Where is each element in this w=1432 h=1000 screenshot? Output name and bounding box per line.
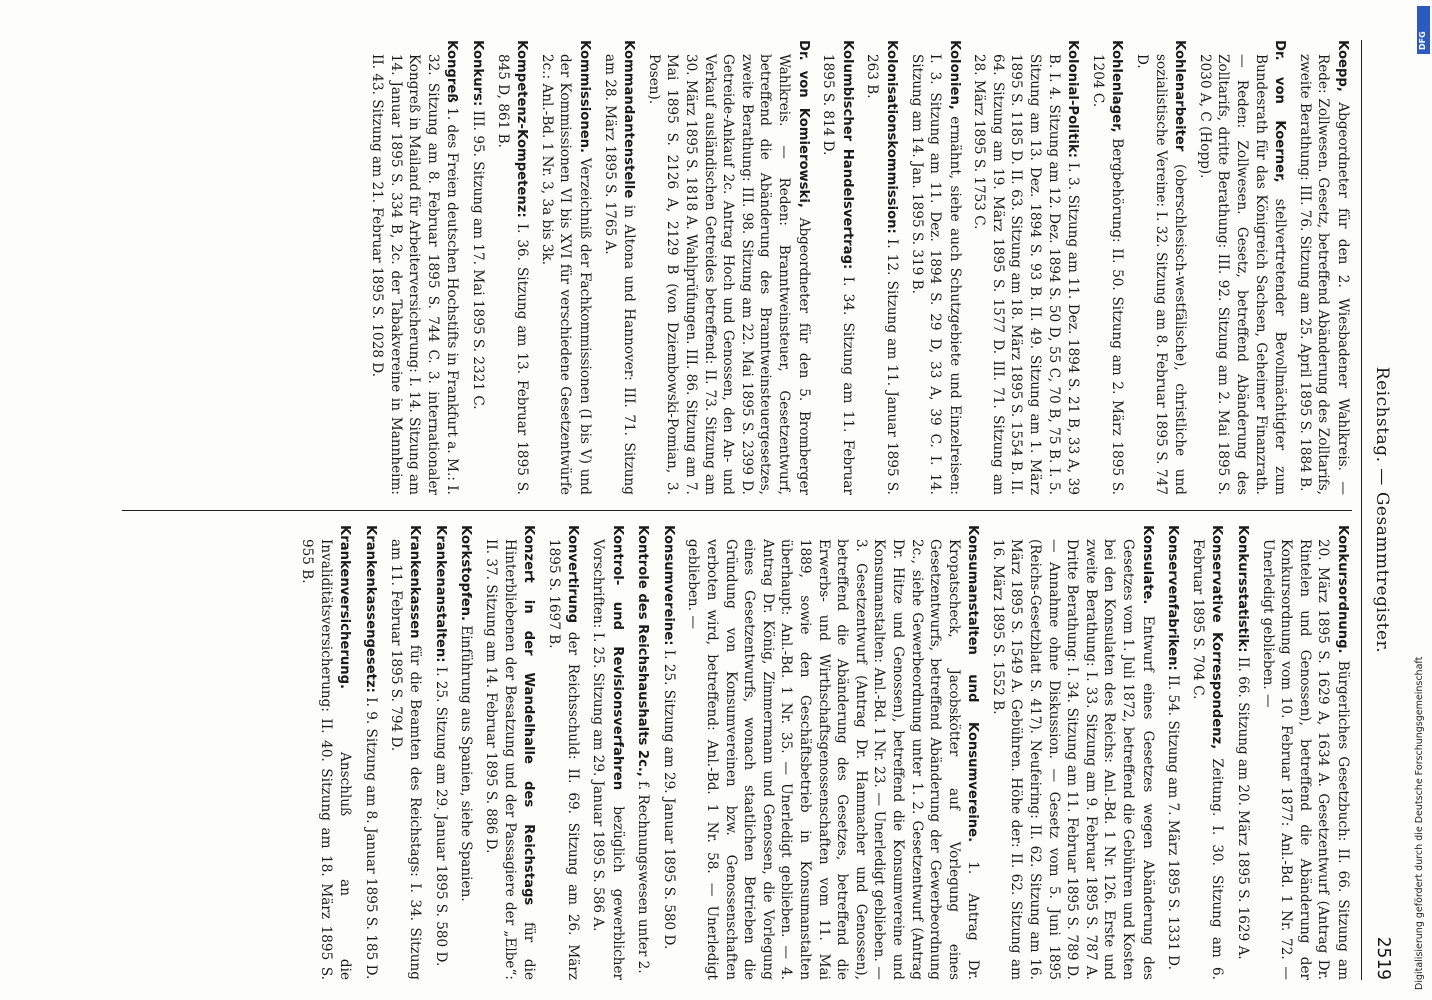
- register-entry: [1088, 40, 1126, 495]
- register-entry: [819, 40, 857, 495]
- entry-text: (oberschlesisch-westfälische), christliche und sozialistische Vereine: I. 32. Sitzung am 8. Februar 1895 S. 747 D.: [1134, 54, 1189, 495]
- entry-text: 1. Antrag Dr. Kropatscheck, Jacobskötter auf Vorlegung eines Gesetzentwurfs, betreffend Abänderung der Gewerbeordnung 2c., siehe Gewerbeordnung unter 1. 2. Gesetzentwurf (Antrag Dr. Hitze und Genossen), betreffend die Konsumvereine und Konsumanstalten: Anl.-Bd. 1 Nr. 23. — Unerledigt geblieben. — 3. Gesetzentwurf (Antrag Dr. Hammacher und Genossen), betreffend die Abänderung des Gesetzes, betreffend die Erwerbs- und Wirthschaftsgenossenschaften vom 11. Mai 1889, sowie den Geschäftsbetrieb in Konsumanstalten überhaupt: Anl.-Bd. 1 Nr. 35. — Unerledigt geblieben. — 4. Antrag Dr. König, Zimmermann und Genossen, die Vorlegung eines Gesetzentwurfs, wonach staatlichen Betrieben die Gründung von Konsumvereinen bzw. Genossenschaften verboten wird, betreffend: Anl.-Bd. 1 Nr. 58. — Unerledigt geblieben. —: [685, 539, 982, 980]
- entry-text: I. 34. Sitzung am 11. Februar 1895 S. 814 D.: [820, 54, 856, 495]
- entry-text: I. 3. Sitzung am 11. Dez. 1894 S. 21 B, 33 A, 39 B. I. 4. Sitzung am 12. Dez. 1894 S. 50 D, 55 C, 70 B, 75 B. I. 5. Sitzung am 13. Dez. 1894 S. 93 B. II. 49. Sitzung am 1. März 1895 S. 1185 D. II. 63. Sitzung am 18. März 1895 S. 1554 B. II. 64. Sitzung am 19. März 1895 S. 1577 D. III. 71. Sitzung am 28. März 1895 S. 1753 C.: [971, 54, 1082, 495]
- right-column: [292, 525, 1352, 980]
- entry-heading: Konkursordnung.: [1335, 525, 1350, 654]
- register-entry: [493, 40, 531, 495]
- entry-text: I. 25. Sitzung am 29. Januar 1895 S. 580 D.: [432, 666, 449, 967]
- register-entry: [658, 525, 678, 980]
- register-entry: [633, 525, 653, 980]
- register-entry: [361, 525, 381, 980]
- register-entry: [970, 40, 1083, 495]
- entry-text: Abgeordneter für den 2. Wiesbadener Wahlkreis. — Rede: Zollwesen. Gesetz, betreffend Abänderung des Zolltarifs, zweite Berathung: III. 76. Sitzung am 25. April 1895 S. 1884 B.: [1296, 54, 1351, 495]
- register-entry: [298, 525, 355, 980]
- register-entry: [1232, 525, 1252, 980]
- entry-text: bezüglich gewerblicher Vorschriften: I. 25. Sitzung am 29. Januar 1895 S. 586 A.: [590, 539, 626, 981]
- entry-text: ermähnt, siehe auch Schutzgebiete und Einzelreisen: I. 3. Sitzung am 11. Dez. 1894 S. 29 D, 33 A, 39 C. I. 14. Sitzung am 14. Jan. 1895 S. 319 B.: [908, 54, 963, 495]
- register-entry: [1132, 40, 1189, 495]
- entry-heading: Konsulate.: [1139, 525, 1155, 605]
- entry-heading: Konservative Korrespondenz,: [1209, 525, 1225, 750]
- entry-heading: Konsumvereine:: [660, 525, 676, 646]
- register-entry: [456, 525, 476, 980]
- entry-heading: Dr. von Komierowski,: [795, 40, 811, 208]
- entry-heading: Kolonisationskommission:: [883, 40, 899, 234]
- register-entry: [600, 40, 638, 495]
- register-entry: [1295, 40, 1352, 495]
- register-entry: [863, 40, 901, 495]
- entry-heading: Kommandantenstelle: [621, 40, 637, 199]
- entry-heading: Konkurs:: [470, 40, 486, 107]
- entry-heading: Krankenversicherung.: [337, 525, 353, 690]
- entry-heading: Konzert in der Wandelhalle des Reichstags: [521, 525, 537, 906]
- entry-heading: Kontrol- und Revisionsverfahren: [609, 525, 625, 791]
- entry-text: der Reichsschuld: II. 69. Sitzung am 26. März 1895 S. 1697 B.: [545, 539, 582, 980]
- entry-heading: Krankenkassen: [407, 525, 423, 639]
- entry-heading: Kolonien,: [946, 40, 962, 110]
- entry-heading: Korkstopfen.: [458, 525, 474, 622]
- register-entry: [430, 525, 450, 980]
- entry-heading: Kongreß: [444, 40, 460, 103]
- entry-text: I. 12. Sitzung am 11. Januar 1895 S. 263 B.: [864, 54, 900, 495]
- entry-text: Einführung aus Spanien, siehe Spanien.: [458, 625, 475, 902]
- register-entry: [1163, 525, 1183, 980]
- entry-text: Verzeichniß der Fachkommissionen (I bis V) und der Kommissionen VI bis XVI für verschiedene Gesetzentwürfe 2c.: Anl.-Bd. 1 Nr. 3, 3a bis 3k.: [538, 54, 594, 495]
- register-entry: [1188, 525, 1226, 980]
- entry-text: I. 25. Sitzung am 29. Januar 1895 S. 580 D.: [660, 649, 677, 950]
- digitization-credit: Digitalisierung gefördert durch die Deutsche Forschungsgemeinschaft: [1414, 656, 1425, 990]
- register-entry: [644, 40, 812, 495]
- page-title: Reichstag. — Gesammtregister.: [1372, 366, 1392, 654]
- register-page: [60, 40, 1400, 980]
- register-entry: [368, 40, 462, 495]
- entry-text: Anschluß an die Invaliditätsversicherung: II. 40. Sitzung am 18. März 1895 S. 955 B.: [299, 539, 354, 980]
- entry-text: I. 36. Sitzung am 13. Februar 1895 S. 845 D, 861 B.: [494, 54, 531, 495]
- register-entry: [537, 40, 594, 495]
- entry-text: für die Beamten des Reichstags: I. 34. Sitzung am 11. Februar 1895 S. 794 D.: [387, 539, 424, 980]
- entry-text: Bergbehörung: II. 50. Sitzung am 2. März 1895 S. 1204 C.: [1089, 54, 1126, 495]
- column-divider: [122, 510, 1352, 511]
- register-entry: [544, 525, 582, 980]
- dfg-logo: DFG: [1417, 6, 1430, 54]
- register-entry: [588, 525, 626, 980]
- entry-text: stellvertretender Bevollmächtigter zum Bundesrath für das Königreich Sachsen, Geheimer Finanzrath. — Reden: Zollwesen. Gesetz, betreffend Abänderung des Zolltarifs, dritte Berathung: III. 92. Sitzung am 2. Mai 1895 S. 2030 A, C (Hopp).: [1196, 54, 1289, 495]
- entry-text: Entwurf eines Gesetzes wegen Abänderung des Gesetzes vom 1. Juli 1872, betreffend die Gebühren und Kosten bei den Konsulaten des Reichs: Anl.-Bd. 1 Nr. 126. Erste und zweite Berathung: I. 33. Sitzung am 9. Februar 1895 S. 787 A. Dritte Berathung: I. 34. Sitzung am 11. Februar 1895 S. 789 D. — Annahme ohne Diskussion. — Gesetz vom 5. Juni 1895 (Reichs-Gesetzblatt S. 417). Neufeiring: II. 62. Sitzung am 16. März 1895 S. 1549 A. Gebühren. Höhe der: II. 62. Sitzung am 16. März 1895 S. 1552 B.: [989, 539, 1156, 980]
- entry-heading: Koepp,: [1335, 40, 1350, 92]
- entry-text: Zeitung. I. 30. Sitzung am 6. Februar 1895 S. 704 C.: [1189, 539, 1226, 980]
- entry-heading: Kompetenz-Kompetenz:: [514, 40, 530, 218]
- entry-heading: Konservenfabriken:: [1165, 525, 1181, 671]
- register-entry: [684, 525, 983, 980]
- entry-text: I. 9. Sitzung am 8. Januar 1895 S. 185 D.: [363, 697, 380, 980]
- entry-heading: Kommissionen.: [577, 40, 593, 154]
- page-header: [1361, 40, 1400, 980]
- register-entry: [988, 525, 1156, 980]
- left-column: [362, 40, 1353, 495]
- entry-heading: Krankenkassengesetz:: [363, 525, 379, 693]
- register-entry: [907, 40, 964, 495]
- entry-heading: Konsumanstalten und Konsumvereine.: [965, 525, 981, 843]
- entry-heading: Kolonial-Politik:: [1065, 40, 1081, 159]
- entry-heading: Konvertirung: [565, 525, 581, 624]
- entry-text: 1. des Freien deutschen Hochstifts in Frankfurt a. M.: I. 32. Sitzung am 8. Februar 1895 S. 744 C. 3. internationaler Kongreß in Mailand für Arbeiterversicherung: I. 14. Sitzung am 14. Januar 1895 S. 334 B, 2c. der Tabakvereine in Mannheim: II. 43. Sitzung am 21. Februar 1895 S. 1028 D.: [369, 54, 461, 495]
- entry-heading: Kontrole des Reichshaushalts 2c.,: [635, 525, 651, 777]
- register-entry: [386, 525, 424, 980]
- entry-text: in Altona und Hannover: III. 71. Sitzung am 28. März 1895 S. 1765 A.: [601, 54, 638, 495]
- entry-text: III. 95. Sitzung am 17. Mai 1895 S. 2321 C.: [470, 110, 487, 410]
- entry-text: Bürgerliches Gesetzbuch: II. 66. Sitzung am 20. März 1895 S. 1629 A, 1634 A. Gesetzentwurf (Antrag Dr. Rintelen und Genossen), betreffend die Abänderung der Konkursordnung vom 10. Februar 1877: Anl.-Bd. 1 Nr. 72. — Unerledigt geblieben. —: [1259, 539, 1351, 980]
- entry-heading: Konkursstatistik:: [1235, 525, 1251, 653]
- entry-text: II. 66. Sitzung am 20. März 1895 S. 1629 A.: [1235, 656, 1252, 960]
- entry-heading: Krankenanstalten:: [432, 525, 448, 663]
- entry-text: Abgeordneter für den 5. Bromberger Wahlkreis. — Reden: Branntweinsteuer, Gesetzentwurf, betreffend die Abänderung des Branntweinsteuergesetzes, zweite Berathung: III. 98. Sitzung am 22. Mai 1895 S. 2399 D. Getreide-Ankauf 2c. Antrag Hoch und Genossen, den An- und Verkauf ausländischen Getreides betreffend: II. 73. Sitzung am 30. März 1895 S. 1818 A. Wahlprüfungen. III. 86. Sitzung am 7. Mai 1895 S. 2126 A, 2129 B (von Dziembowski-Pomian, 3. Posen).: [645, 54, 812, 495]
- entry-text: f. Rechnungswesen unter 2.: [635, 781, 652, 974]
- entry-text: II. 54. Sitzung am 7. März 1895 S. 1331 D.: [1165, 675, 1182, 970]
- register-entry: [1195, 40, 1289, 495]
- page-number: 2519: [1373, 936, 1394, 980]
- entry-heading: Kohlenarbeiter: [1172, 40, 1188, 152]
- register-entry: [467, 40, 487, 495]
- entry-heading: Kolumbischer Handelsvertrag:: [839, 40, 855, 270]
- entry-heading: Kohlenlager,: [1109, 40, 1125, 133]
- register-entry: [481, 525, 538, 980]
- entry-text: für die Hinterbliebenen der Besatzung und der Passagiere der „Elbe“: II. 37. Sitzung am 14. Februar 1895 S. 886 D.: [483, 539, 538, 980]
- entry-heading: Dr. von Koerner,: [1272, 40, 1288, 183]
- register-entry: [1258, 525, 1352, 980]
